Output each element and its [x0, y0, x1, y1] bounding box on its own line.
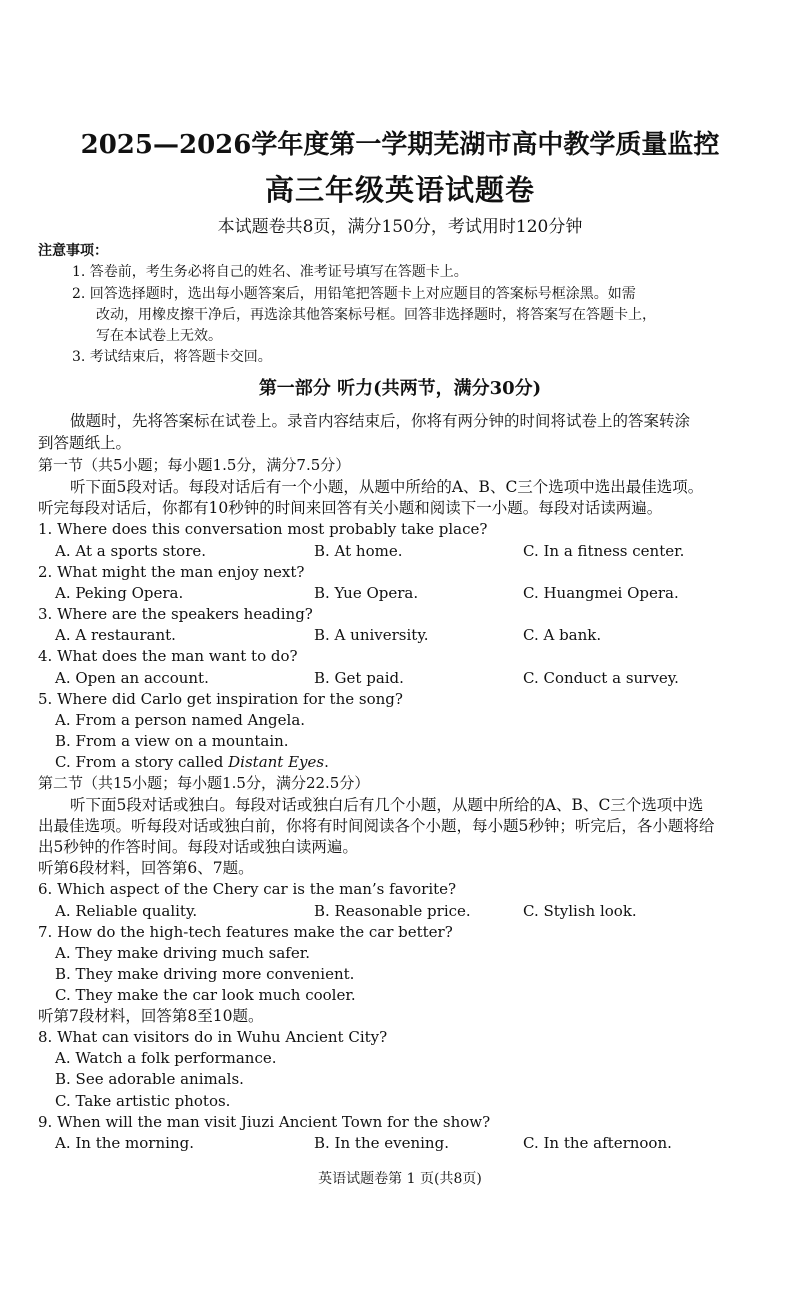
q2-option-c: C. Huangmei Opera. [523, 584, 679, 602]
q5-option-a: A. From a person named Angela. [55, 711, 306, 729]
notice-item-3: 3. 考试结束后，将答题卡交回。 [72, 349, 272, 365]
material-7-label: 听第7段材料，回答第8至10题。 [38, 1007, 264, 1025]
section1-title: 第一节（共5小题；每小题1.5分，满分7.5分） [38, 456, 351, 474]
part1-title: 第一部分 听力(共两节，满分30分) [258, 378, 542, 399]
exam-subtitle: 高三年级英语试题卷 [264, 173, 535, 207]
q9-option-c: C. In the afternoon. [523, 1134, 672, 1152]
notice-heading: 注意事项： [38, 243, 108, 259]
q2-option-a: A. Peking Opera. [55, 584, 184, 602]
material-6-label: 听第6段材料，回答第6、7题。 [38, 859, 254, 877]
q3-option-a: A. A restaurant. [55, 626, 176, 644]
q2-option-b: B. Yue Opera. [314, 584, 419, 602]
q5-option-b: B. From a view on a mountain. [55, 732, 289, 750]
question-5: 5. Where did Carlo get inspiration for the song? [38, 690, 403, 708]
q7-option-c: C. They make the car look much cooler. [55, 986, 356, 1004]
exam-info: 本试题卷共8页，满分150分，考试用时120分钟 [217, 217, 583, 237]
q3-option-c: C. A bank. [523, 626, 602, 644]
q9-option-a: A. In the morning. [55, 1134, 194, 1152]
q8-option-c: C. Take artistic photos. [55, 1092, 231, 1110]
section2-instructions-cont2: 出5秒钟的作答时间。每段对话或独白读两遍。 [38, 838, 358, 856]
q3-option-b: B. A university. [314, 626, 429, 644]
q1-option-a: A. At a sports store. [55, 542, 207, 560]
notice-item-2-cont2: 写在本试卷上无效。 [96, 328, 222, 344]
question-9: 9. When will the man visit Jiuzi Ancient Town for the show? [38, 1113, 491, 1131]
part1-intro: 做题时，先将答案标在试卷上。录音内容结束后，你将有两分钟的时间将试卷上的答案转涂 [70, 412, 691, 430]
notice-item-2-cont: 改动，用橡皮擦干净后，再选涂其他答案标号框。回答非选择题时，将答案写在答题卡上， [96, 307, 656, 323]
q7-option-a: A. They make driving much safer. [55, 944, 310, 962]
q5-option-c-suffix: . [324, 753, 329, 771]
question-8: 8. What can visitors do in Wuhu Ancient City? [38, 1028, 388, 1046]
q8-option-a: A. Watch a folk performance. [55, 1049, 277, 1067]
q1-option-b: B. At home. [314, 542, 403, 560]
question-1: 1. Where does this conversation most probably take place? [38, 520, 488, 538]
q9-option-b: B. In the evening. [314, 1134, 449, 1152]
section2-instructions-cont: 出最佳选项。听每段对话或独白前，你将有时间阅读各个小题，每小题5秒钟；听完后，各小题将给 [38, 817, 715, 835]
page-footer: 英语试题卷第 1 页(共8页) [318, 1171, 482, 1187]
q1-option-c: C. In a fitness center. [523, 542, 685, 560]
section1-instructions: 听下面5段对话。每段对话后有一个小题，从题中所给的A、B、C三个选项中选出最佳选项。 [70, 478, 704, 496]
q5-option-c [55, 751, 329, 773]
section2-title: 第二节（共15小题；每小题1.5分，满分22.5分） [38, 774, 370, 792]
section2-instructions: 听下面5段对话或独白。每段对话或独白后有几个小题，从题中所给的A、B、C三个选项中选 [70, 796, 704, 814]
question-4: 4. What does the man want to do? [38, 647, 298, 665]
q4-option-a: A. Open an account. [55, 669, 209, 687]
question-2: 2. What might the man enjoy next? [38, 563, 305, 581]
q5-option-c-prefix: C. From a story called [55, 753, 229, 771]
q6-option-a: A. Reliable quality. [55, 902, 198, 920]
part1-intro-cont: 到答题纸上。 [38, 434, 132, 452]
q8-option-b: B. See adorable animals. [55, 1070, 244, 1088]
q4-option-c: C. Conduct a survey. [523, 669, 679, 687]
notice-item-1: 1. 答卷前，考生务必将自己的姓名、准考证号填写在答题卡上。 [72, 264, 468, 280]
question-7: 7. How do the high-tech features make the car better? [38, 923, 453, 941]
question-3: 3. Where are the speakers heading? [38, 605, 313, 623]
q6-option-c: C. Stylish look. [523, 902, 637, 920]
q6-option-b: B. Reasonable price. [314, 902, 471, 920]
notice-item-2: 2. 回答选择题时，选出每小题答案后，用铅笔把答题卡上对应题目的答案标号框涂黑。如需 [72, 286, 636, 302]
exam-title: 2025—2026学年度第一学期芜湖市高中教学质量监控 [80, 130, 720, 160]
question-6: 6. Which aspect of the Chery car is the man’s favorite? [38, 880, 457, 898]
q5-option-c-title: Distant Eyes [228, 753, 325, 771]
q4-option-b: B. Get paid. [314, 669, 404, 687]
section1-instructions-cont: 听完每段对话后，你都有10秒钟的时间来回答有关小题和阅读下一小题。每段对话读两遍。 [38, 499, 663, 517]
q7-option-b: B. They make driving more convenient. [55, 965, 355, 983]
